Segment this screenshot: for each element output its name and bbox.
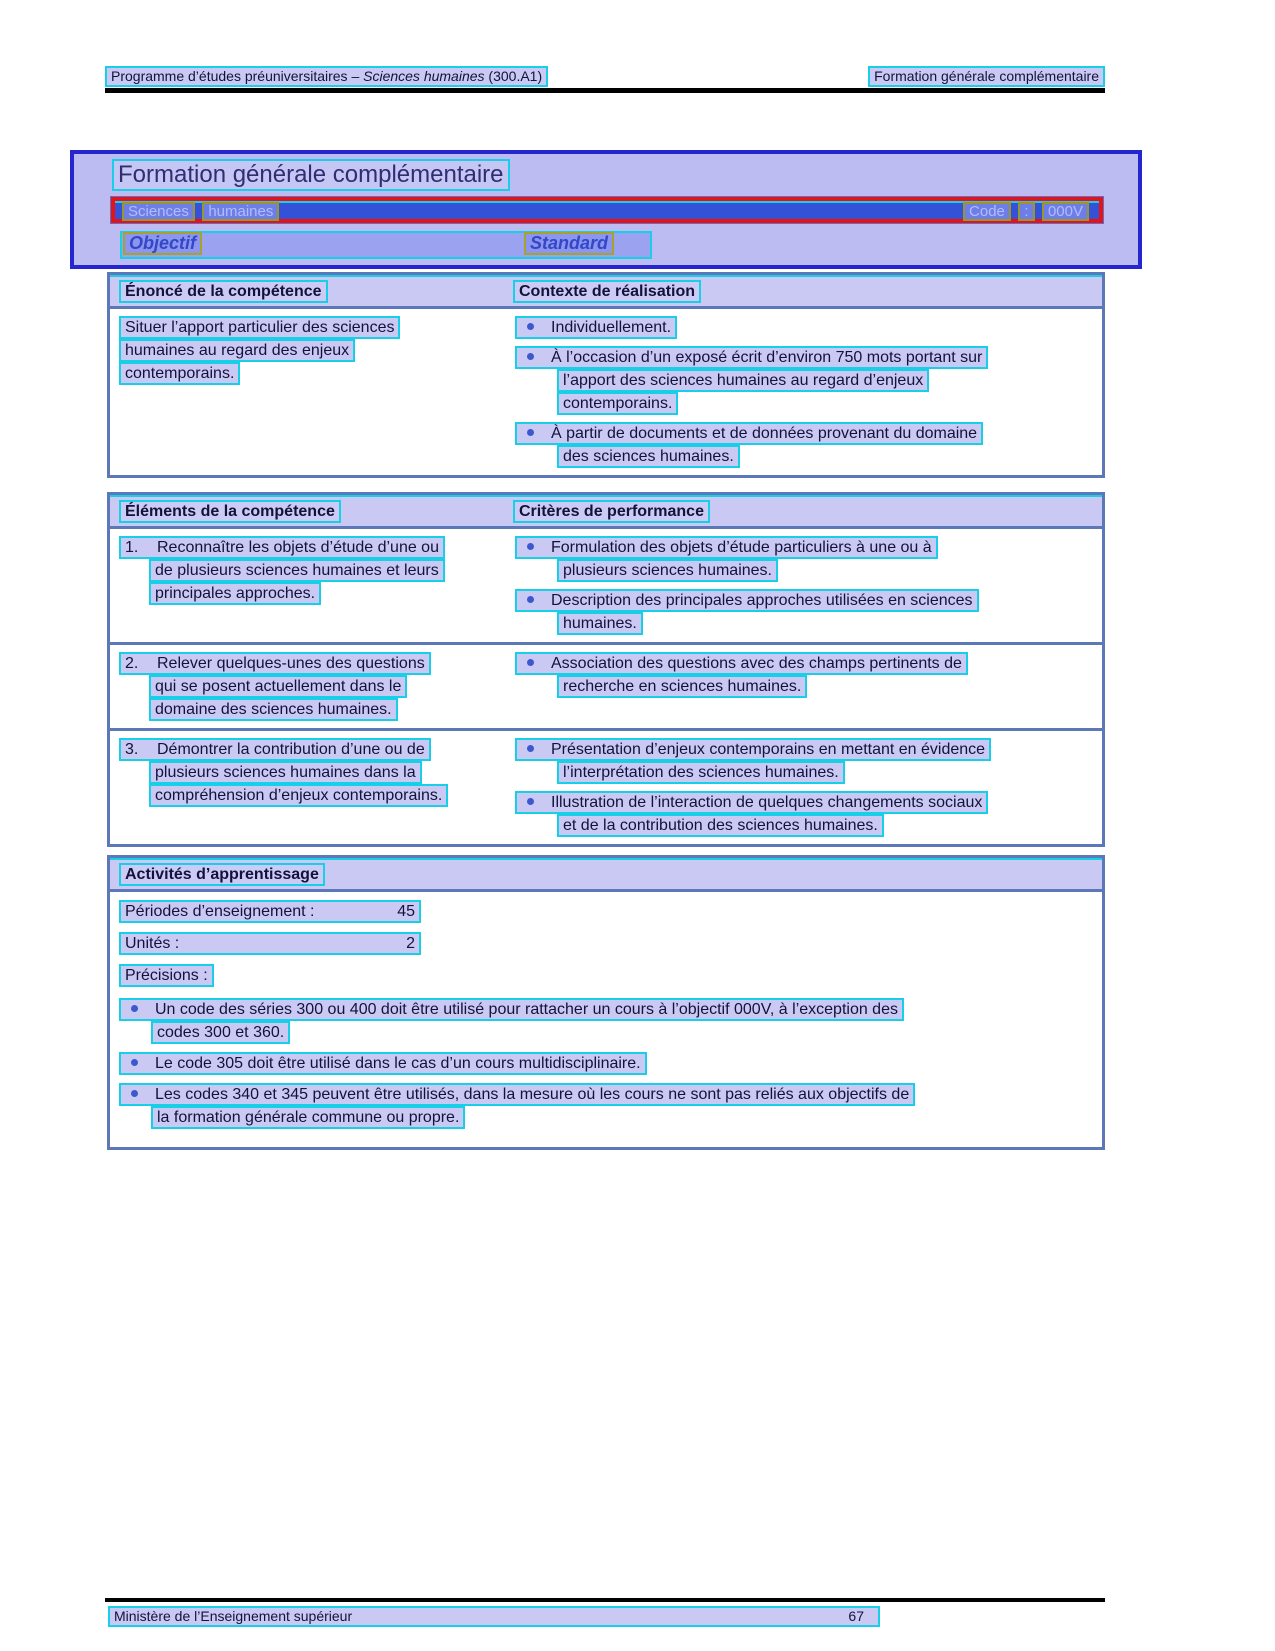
elements-table-header [110,495,1102,529]
contexte-cell [513,309,1102,475]
learning-activities-table [107,855,1105,1150]
enonce-line: humaines au regard des enjeux [119,339,355,362]
bullet-item [515,346,1102,415]
element-text: Relever quelques-unes des questions [157,655,425,672]
header-program-label: Programme d’études préuniversitaires – [111,68,364,84]
bullet-item [515,791,1102,837]
bullet-dot-icon [527,323,534,330]
elements-table [107,492,1105,847]
course-name [122,202,282,221]
col-header-contexte: Contexte de réalisation [513,280,701,303]
element-row-1 [110,529,1102,642]
document-body [0,150,1275,1150]
header-right-text: Formation générale complémentaire [868,66,1105,87]
bullet-item [515,536,1102,582]
page-footer [108,1606,880,1627]
element-text: Démontrer la contribution d’une ou de [157,741,425,758]
header-left-text [105,66,548,87]
bullet-text: Formulation des objets d’étude particuliers à une ou à [551,539,932,556]
bullet-text: À partir de documents et de données provenant du domaine [551,425,978,442]
bullet-text: Illustration de l’interaction de quelques changements sociaux [551,794,983,811]
periodes-label: Périodes d’enseignement : [125,903,315,920]
element-text: de plusieurs sciences humaines et leurs [149,559,445,582]
course-word-sciences: Sciences [122,202,195,221]
periodes-row [119,900,1102,923]
bullet-text: l’interprétation des sciences humaines. [557,761,845,784]
element-text: domaine des sciences humaines. [149,698,398,721]
bullet-dot-icon [527,745,534,752]
activities-header: Activités d’apprentissage [119,863,325,886]
page-number: 67 [848,1608,864,1624]
precision-text: Les codes 340 et 345 peuvent être utilisés, dans la mesure où les cours ne sont pas reliés aux objectifs de [155,1086,910,1103]
objectif-standard-row [120,231,1138,259]
element-text: plusieurs sciences humaines dans la [149,761,422,784]
header-program-name: Sciences humaines [363,68,485,84]
precision-bullet-item [119,998,1102,1044]
bullet-dot-icon [131,1059,138,1066]
bullet-dot-icon [527,353,534,360]
element-number: 3. [125,741,139,758]
col-header-criteres: Critères de performance [513,500,710,523]
competence-table [107,272,1105,478]
bullet-text: contemporains. [557,392,678,415]
objectif-label: Objectif [123,232,202,255]
bullet-text: À l’occasion d’un exposé écrit d’environ 750 mots portant sur [551,349,983,366]
bullet-text: l’apport des sciences humaines au regard d’enjeux [557,369,929,392]
bullet-text: plusieurs sciences humaines. [557,559,778,582]
element-row-2 [110,642,1102,728]
bullet-item [515,738,1102,784]
precision-text: Un code des séries 300 ou 400 doit être utilisé pour rattacher un cours à l’objectif 000V, à l’exception des [155,1001,898,1018]
precision-text: codes 300 et 360. [151,1021,290,1044]
footer-rule [105,1598,1105,1602]
unites-row [119,932,1102,955]
periodes-value: 45 [397,903,415,920]
activities-header-row [110,858,1102,892]
bullet-item [515,422,1102,468]
bullet-dot-icon [527,659,534,666]
code-value: 000V [1042,202,1089,221]
enonce-cell [110,309,513,475]
bullet-text: humaines. [557,612,643,635]
bullet-text: Présentation d’enjeux contemporains en mettant en évidence [551,741,986,758]
header-rule [105,88,1105,93]
course-code [963,202,1092,221]
standard-label: Standard [524,232,614,255]
enonce-line: contemporains. [119,362,240,385]
page-title: Formation générale complémentaire [112,159,510,191]
element-text: principales approches. [149,582,321,605]
col-header-elements: Éléments de la compétence [119,500,341,523]
unites-label: Unités : [125,935,180,952]
unites-value: 2 [406,935,415,952]
element-text: qui se posent actuellement dans le [149,675,407,698]
element-number: 1. [125,539,139,556]
code-label: Code [963,202,1011,221]
col-header-enonce: Énoncé de la compétence [119,280,328,303]
bullet-text: recherche en sciences humaines. [557,675,807,698]
bullet-dot-icon [131,1005,138,1012]
element-number: 2. [125,655,139,672]
header-program-code: (300.A1) [484,68,543,84]
bullet-item [515,589,1102,635]
bullet-dot-icon [527,429,534,436]
precisions-label: Précisions : [119,964,214,987]
bullet-text: des sciences humaines. [557,445,740,468]
element-text: Reconnaître les objets d’étude d’une ou [157,539,439,556]
bullet-item [515,316,1102,339]
precision-bullet-item [119,1083,1102,1129]
course-bar [110,196,1104,224]
bullet-dot-icon [527,596,534,603]
bullet-text: et de la contribution des sciences humaines. [557,814,884,837]
precision-bullet-item [119,1052,1102,1075]
bullet-text: Description des principales approches utilisées en sciences [551,592,973,609]
page-header [105,66,1105,87]
element-row-3 [110,728,1102,844]
bullet-text: Individuellement. [551,319,672,336]
bullet-text: Association des questions avec des champs pertinents de [551,655,962,672]
course-word-humaines: humaines [202,202,279,221]
title-section [70,150,1142,269]
competence-table-header [110,275,1102,309]
bullet-dot-icon [527,798,534,805]
bullet-dot-icon [131,1090,138,1097]
element-text: compréhension d’enjeux contemporains. [149,784,448,807]
bullet-dot-icon [527,543,534,550]
precision-text: Le code 305 doit être utilisé dans le cas d’un cours multidisciplinaire. [155,1055,641,1072]
footer-text: Ministère de l’Enseignement supérieur [114,1608,353,1624]
precision-text: la formation générale commune ou propre. [151,1106,465,1129]
code-colon: : [1018,202,1034,221]
course-bar-annotation [111,197,1103,223]
enonce-line: Situer l’apport particulier des sciences [119,316,400,339]
bullet-item [515,652,1102,698]
